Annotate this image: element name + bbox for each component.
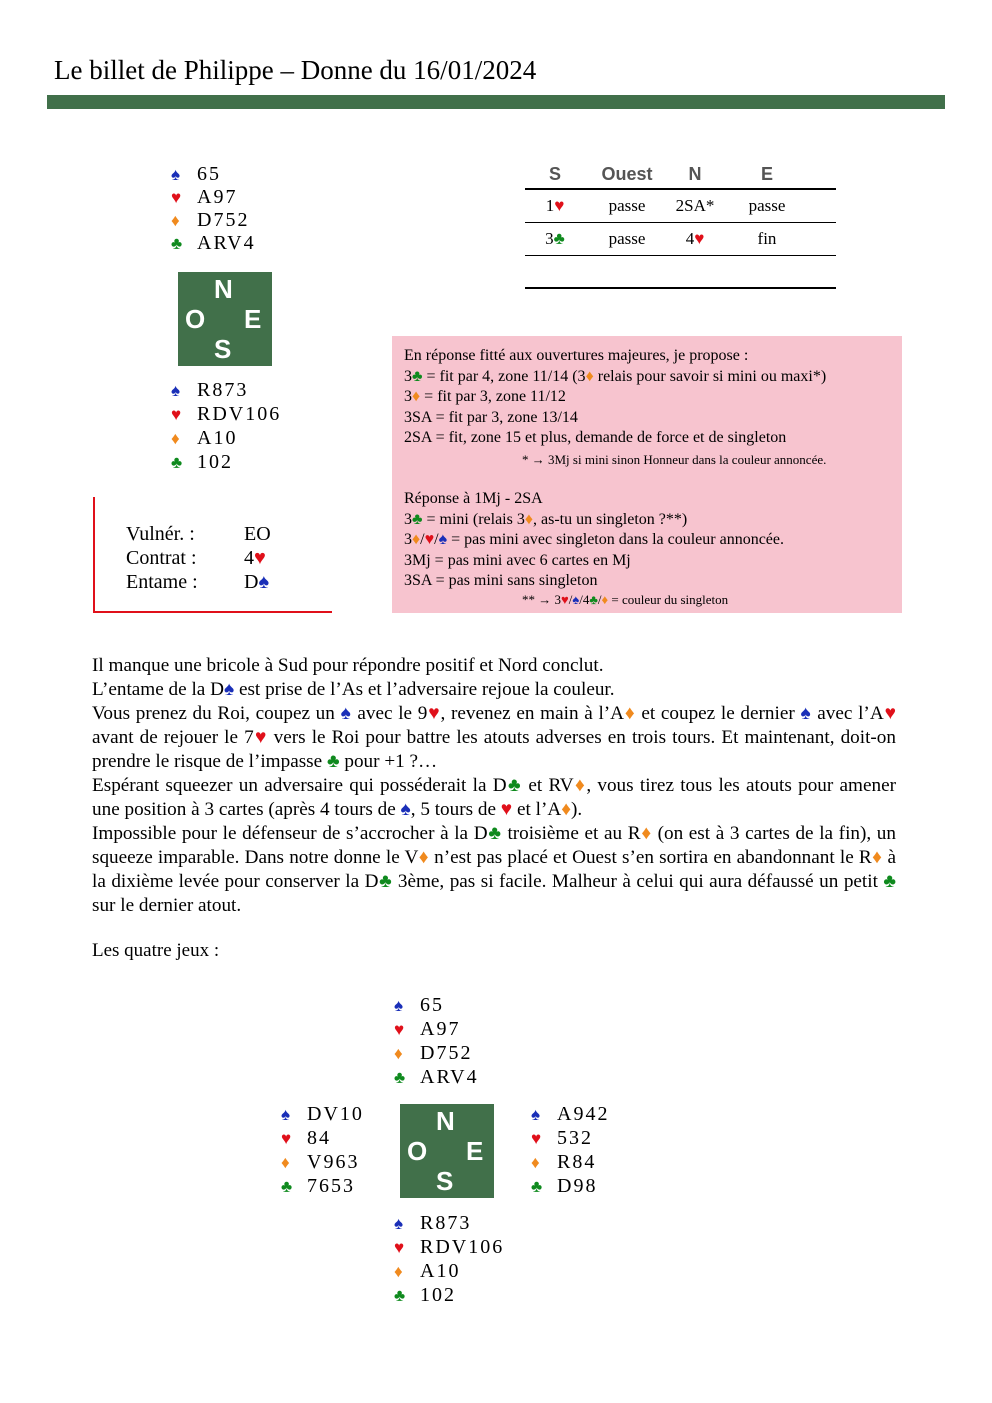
spade-icon: ♠ — [800, 703, 812, 724]
north-hand: ♠ 65 ♥ A97 ♦ D752 ♣ ARV4 — [394, 994, 479, 1088]
convention-note: En réponse fitté aux ouvertures majeures, je propose : 3♣ = fit par 4, zone 11/14 (3♦ relais pour savoir si mini ou maxi*) 3♦ = fit par 3, zone 11/12 3SA = fit par 3, zone 13/14 2SA = fit, zone 15 et plus, demande de force et de singleton * → 3Mj si mini sinon Honneur dans la couleur annoncée. Réponse à 1Mj - 2SA 3♣ = mini (relais 3♦, as-tu un singleton ?**) 3♦/♥/♠ = pas mini avec singleton dans la couleur annoncée. 3Mj = pas mini avec 6 cartes en Mj 3SA = pas mini sans singleton ** → 3♥/♠/4♣/♦ = couleur du singleton — [392, 336, 902, 613]
heart-icon: ♥ — [171, 188, 182, 207]
spade-icon: ♠ — [223, 679, 235, 700]
spade-icon: ♠ — [572, 592, 580, 607]
diamond-icon: ♦ — [412, 531, 421, 548]
heart-icon: ♥ — [561, 592, 569, 607]
diamond-icon: ♦ — [624, 703, 636, 724]
compass-south: S — [214, 334, 232, 364]
paragraph: Vous prenez du Roi, coupez un ♠ avec le 9♥, revenez en main à l’A♦ et coupez le dernier ♠ avec l’A♥ avant de rejouer le 7♥ vers le Roi pour battre les atouts adverses en trois tours. Et maintenant, doit-on prendre le risque de l’impasse ♣ pour +1 ?… — [92, 703, 896, 772]
diamond-icon: ♦ — [524, 511, 534, 528]
compass-bottom: N O E S — [400, 1104, 494, 1198]
paragraph: L’entame de la D♠ est prise de l’As et l’adversaire rejoue la couleur. — [92, 679, 615, 700]
title-rule — [47, 95, 945, 109]
club-icon: ♣ — [553, 229, 565, 248]
south-hearts: ♥ RDV106 — [171, 403, 282, 425]
south-hand: ♠ R873 ♥ RDV106 ♦ A10 ♣ 102 — [394, 1212, 505, 1306]
diamond-icon: ♦ — [585, 368, 594, 385]
club-icon: ♣ — [412, 368, 423, 385]
contract-box: Vulnér. : EO Contrat : 4♥ Entame : D♠ — [93, 497, 332, 613]
heart-icon: ♥ — [394, 1020, 405, 1039]
spade-icon: ♠ — [171, 381, 181, 400]
heart-icon: ♥ — [531, 1129, 542, 1148]
diamond-icon: ♦ — [171, 429, 180, 448]
analysis-text — [92, 654, 896, 918]
paragraph: Impossible pour le défenseur de s’accrocher à la D♣ troisième et au R♦ (on est à 3 cartes de la fin), un squeeze imparable. Dans notre donne le V♦ n’est pas placé et Ouest s’en sortira en abandonnant le R♦ à la dixième levée pour conserver la D♣ 3ème, pas si facile. Malheur à celui qui aura défaussé un petit ♣ sur le dernier atout. — [92, 823, 896, 916]
heart-icon: ♥ — [281, 1129, 292, 1148]
north-spades: ♠ 65 — [171, 163, 221, 185]
north-hand-top — [171, 162, 256, 255]
club-icon: ♣ — [171, 234, 183, 253]
diamond-icon: ♦ — [171, 211, 180, 230]
heart-icon: ♥ — [883, 703, 896, 724]
paragraph: Il manque une bricole à Sud pour répondre positif et Nord conclut. — [92, 655, 604, 676]
compass-west: O — [185, 304, 206, 334]
four-hands-label: Les quatre jeux : — [92, 940, 220, 961]
club-icon: ♣ — [589, 592, 598, 607]
heart-icon: ♥ — [500, 799, 513, 820]
heart-icon: ♥ — [554, 196, 565, 215]
club-icon: ♣ — [171, 453, 183, 472]
south-spades: ♠ R873 — [171, 379, 249, 401]
heart-icon: ♥ — [253, 727, 268, 748]
diamond-icon: ♦ — [394, 1262, 403, 1281]
compass-top — [178, 272, 272, 366]
bidding-row: 1♥ passe 2SA* passe — [525, 190, 836, 223]
compass-north: N — [214, 274, 233, 304]
club-icon: ♣ — [506, 775, 523, 796]
club-icon: ♣ — [394, 1068, 406, 1087]
heart-icon: ♥ — [427, 703, 441, 724]
north-clubs: ♣ ARV4 — [171, 232, 256, 254]
spade-icon: ♠ — [340, 703, 352, 724]
diamond-icon: ♦ — [601, 592, 609, 607]
bidding-table — [525, 160, 836, 289]
south-diamonds: ♦ A10 — [171, 427, 238, 449]
north-diamonds: ♦ D752 — [171, 209, 250, 231]
heart-icon: ♥ — [424, 531, 435, 548]
diamond-icon: ♦ — [281, 1153, 290, 1172]
diamond-icon: ♦ — [640, 823, 652, 844]
diamond-icon: ♦ — [561, 799, 572, 820]
south-hand-top — [171, 378, 281, 474]
heart-icon: ♥ — [171, 405, 182, 424]
club-icon: ♣ — [326, 751, 340, 772]
spade-icon: ♠ — [258, 571, 270, 593]
west-hand: ♠ DV10 ♥ 84 ♦ V963 ♣ 7653 — [281, 1103, 364, 1197]
spade-icon: ♠ — [281, 1105, 291, 1124]
club-icon: ♣ — [531, 1177, 543, 1196]
diamond-icon: ♦ — [573, 775, 587, 796]
diamond-icon: ♦ — [531, 1153, 540, 1172]
diamond-icon: ♦ — [394, 1044, 403, 1063]
diamond-icon: ♦ — [871, 847, 883, 868]
south-clubs: ♣ 102 — [171, 451, 233, 473]
club-icon: ♣ — [412, 511, 423, 528]
spade-icon: ♠ — [394, 1214, 404, 1233]
diamond-icon: ♦ — [418, 847, 429, 868]
heart-icon: ♥ — [394, 1238, 405, 1257]
spade-icon: ♠ — [438, 531, 448, 548]
compass-east: E — [244, 304, 262, 334]
north-hearts: ♥ A97 — [171, 186, 238, 208]
paragraph: Espérant squeezer un adversaire qui posséderait la D♣ et RV♦, vous tirez tous les atouts pour amener une position à 3 cartes (après 4 tours de ♠, 5 tours de ♥ et l’A♦). — [92, 775, 897, 820]
club-icon: ♣ — [883, 871, 896, 892]
heart-icon: ♥ — [694, 229, 705, 248]
page-title: Le billet de Philippe – Donne du 16/01/2024 — [54, 55, 537, 85]
bidding-row: 3♣ passe 4♥ fin — [525, 223, 836, 256]
east-hand: ♠ A942 ♥ 532 ♦ R84 ♣ D98 — [531, 1103, 610, 1197]
club-icon: ♣ — [281, 1177, 293, 1196]
club-icon: ♣ — [378, 871, 393, 892]
bidding-empty-row — [525, 256, 836, 289]
spade-icon: ♠ — [400, 799, 411, 820]
club-icon: ♣ — [394, 1286, 406, 1305]
spade-icon: ♠ — [171, 165, 181, 184]
spade-icon: ♠ — [394, 996, 404, 1015]
diamond-icon: ♦ — [412, 388, 421, 405]
heart-icon: ♥ — [254, 547, 266, 569]
spade-icon: ♠ — [531, 1105, 541, 1124]
club-icon: ♣ — [487, 823, 502, 844]
bidding-header: S Ouest N E — [525, 160, 836, 190]
